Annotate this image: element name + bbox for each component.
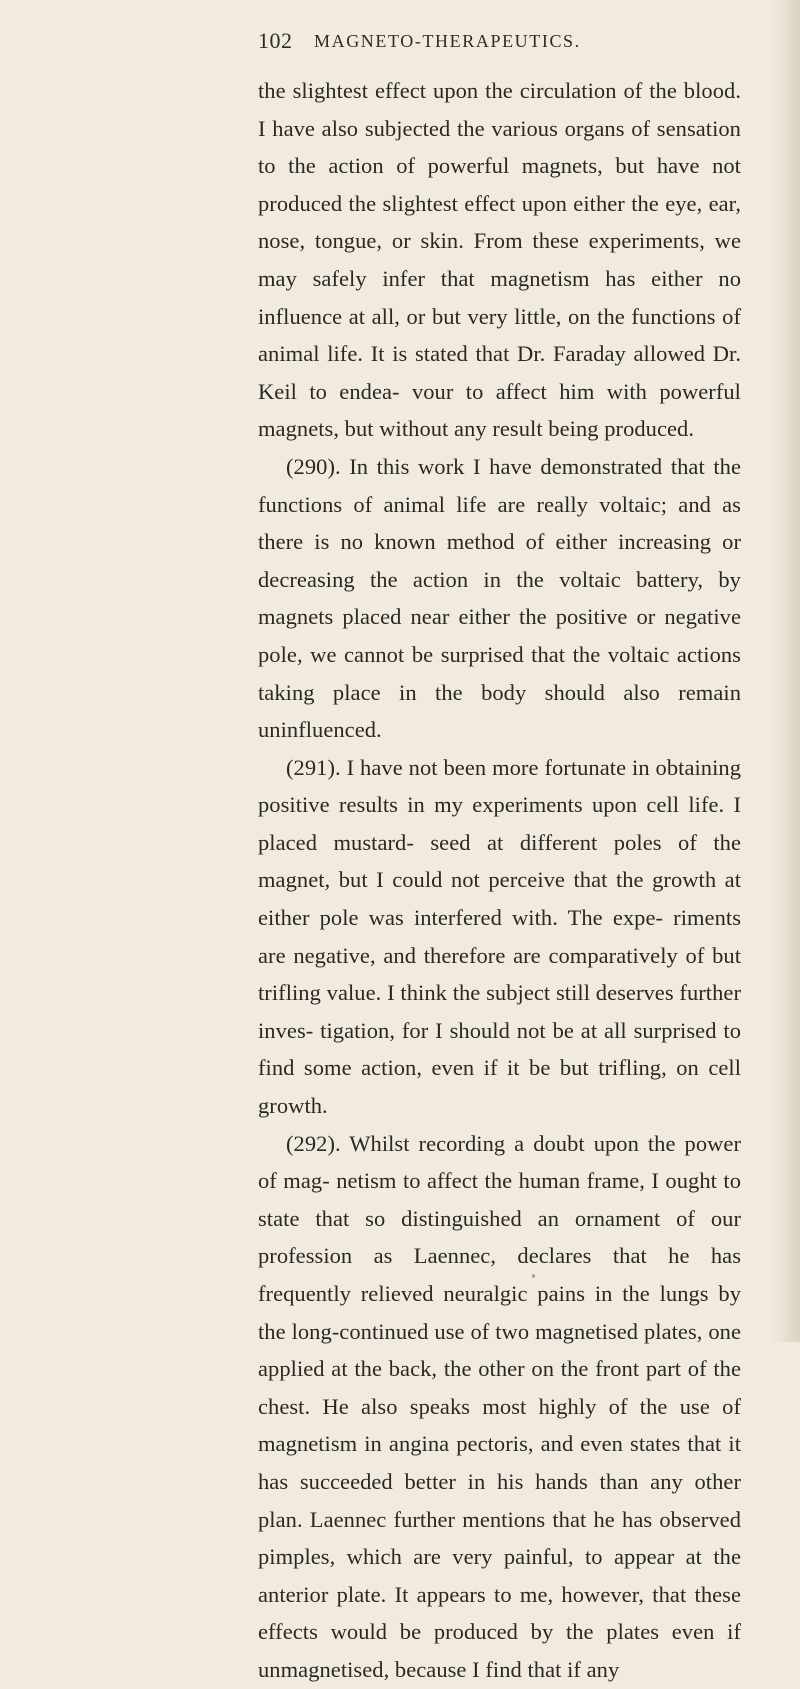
running-head: MAGNETO-THERAPEUTICS.: [314, 31, 581, 51]
paragraph-290: (290). In this work I have demonstrated that the functions of animal life are really voltaic; and as there is no known method of either increasing or decreasing the action in the voltaic battery, by magnets placed near either the positive or negative pole, we cannot be surprised that the voltaic actions taking place in the body should also remain uninfluenced.: [258, 453, 741, 743]
page-header: [258, 28, 752, 58]
page-number: 102: [258, 28, 293, 53]
page-edge-shadow: [782, 0, 800, 1342]
paragraph-292: (292). Whilst recording a doubt upon the power of mag- netism to affect the human frame, I ought to state that so distinguished an ornament of our profession as Laennec, declares that he has frequently relieved neuralgic pains in the lungs by the long-continued use of two magnetised plates, one applied at the back, the other on the front part of the chest. He also speaks most highly of the use of magnetism in angina pectoris, and even states that it has succeeded better in his hands than any other plan. Laennec further mentions that he has observed pimples, which are very painful, to appear at the anterior plate. It appears to me, however, that these effects would be produced by the plates even if unmagnetised, because I find that if any: [258, 1130, 741, 1682]
body-text: [258, 72, 741, 1689]
paragraph-continuation: the slightest effect upon the circulation of the blood. I have also subjected the various organs of sensation to the action of powerful magnets, but have not produced the slightest effect upon either the eye, ear, nose, tongue, or skin. From these experiments, we may safely infer that magnetism has either no influence at all, or but very little, on the functions of animal life. It is stated that Dr. Faraday allowed Dr. Keil to endea- vour to affect him with powerful magnets, but without any result being produced.: [258, 78, 741, 442]
paragraph-291: (291). I have not been more fortunate in obtaining positive results in my experiments upon cell life. I placed mustard- seed at different poles of the magnet, but I could not perceive that the growth at either pole was interfered with. The expe- riments are negative, and therefore are comparatively of but trifling value. I think the subject still deserves further inves- tigation, for I should not be at all surprised to find some action, even if it be but trifling, on cell growth.: [258, 754, 741, 1119]
paper-speck: [532, 1274, 535, 1278]
